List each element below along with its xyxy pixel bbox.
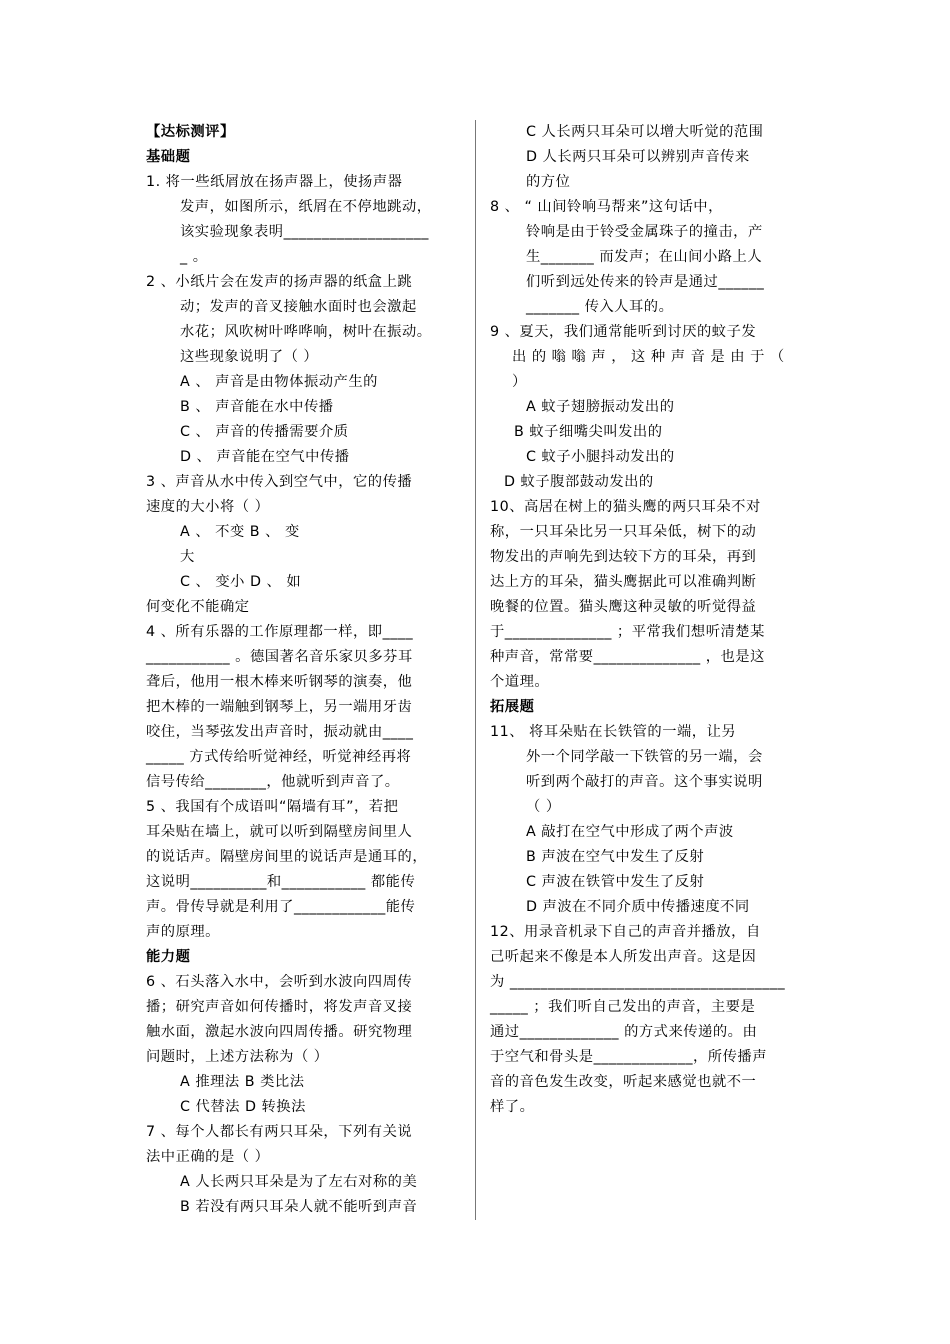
text-line: 12、用录音机录下自己的声音并播放，自 — [490, 924, 761, 940]
text-line: 问题时，上述方法称为（ ） — [146, 1049, 329, 1065]
text-line: 速度的大小将（ ） — [146, 499, 270, 515]
text-line: 播；研究声音如何传播时，将发声音叉接 — [146, 999, 413, 1015]
text-line: 触水面，激起水波向四周传播。研究物理 — [146, 1024, 413, 1040]
text-line: 7 、每个人都长有两只耳朵，下列有关说 — [146, 1124, 413, 1140]
section-heading: 能力题 — [146, 949, 191, 965]
text-line: 样了。 — [490, 1099, 535, 1115]
text-line: _ 。 — [180, 249, 208, 265]
text-line: 听到两个敲打的声音。这个事实说明 — [526, 774, 763, 790]
text-line: 6 、石头落入水中，会听到水波向四周传 — [146, 974, 413, 990]
text-line: 耳朵贴在墙上，就可以听到隔壁房间里人 — [146, 824, 413, 840]
text-line: A 人长两只耳朵是为了左右对称的美 — [180, 1174, 418, 1190]
text-line: 称，一只耳朵比另一只耳朵低，树下的动 — [490, 524, 757, 540]
text-line: 3 、声音从水中传入到空气中，它的传播 — [146, 474, 413, 490]
text-line: 己听起来不像是本人所发出声音。这是因 — [490, 949, 757, 965]
text-line: 这些现象说明了（ ） — [180, 349, 319, 365]
text-line: 9 、夏天，我们通常能听到讨厌的蚊子发 — [490, 324, 757, 340]
text-line: B 声波在空气中发生了反射 — [526, 849, 705, 865]
text-line: 通过_____________ 的方式来传递的。由 — [490, 1024, 758, 1040]
text-line: B 蚊子细嘴尖叫发出的 — [514, 424, 663, 440]
text-line: 10、高居在树上的猫头鹰的两只耳朵不对 — [490, 499, 761, 515]
text-line: A 、 不变 B 、 变 — [180, 524, 300, 540]
text-line: 于空气和骨头是_____________，所传播声 — [490, 1049, 767, 1065]
text-line: 咬住，当琴弦发出声音时，振动就由____ — [146, 724, 414, 740]
text-line: 晚餐的位置。猫头鹰这种灵敏的听觉得益 — [490, 599, 757, 615]
text-line: 大 — [180, 549, 195, 565]
text-line: 这说明__________和___________ 都能传 — [146, 874, 416, 890]
text-line: 种声音，常常要______________ ，也是这 — [490, 649, 765, 665]
text-line: 5 、我国有个成语叫“隔墙有耳”，若把 — [146, 799, 399, 815]
right-column — [490, 120, 812, 1120]
text-line: B 、 声音能在水中传播 — [180, 399, 334, 415]
text-line: D 人长两只耳朵可以辨别声音传来 — [526, 149, 750, 165]
text-line: _____ ；我们听自己发出的声音，主要是 — [490, 999, 756, 1015]
text-line: 声的原理。 — [146, 924, 220, 940]
text-line: A 敲打在空气中形成了两个声波 — [526, 824, 734, 840]
text-line: C 蚊子小腿抖动发出的 — [526, 449, 675, 465]
text-line: 聋后，他用一根木棒来听钢琴的演奏，他 — [146, 674, 413, 690]
text-line: B 若没有两只耳朵人就不能听到声音 — [180, 1199, 418, 1215]
text-line: 发声，如图所示，纸屑在不停地跳动， — [180, 199, 432, 215]
text-line: 动；发声的音叉接触水面时也会激起 — [180, 299, 417, 315]
text-line: _______ 传入人耳的。 — [526, 299, 674, 315]
text-line: C 、 声音的传播需要介质 — [180, 424, 349, 440]
text-line: D 、 声音能在空气中传播 — [180, 449, 350, 465]
text-line: 出 的 嗡 嗡 声 ， 这 种 声 音 是 由 于 （ — [512, 349, 785, 365]
text-line: 为 ____________________________________ — [490, 974, 786, 990]
text-line: 达上方的耳朵，猫头鹰据此可以准确判断 — [490, 574, 757, 590]
text-line: D 声波在不同介质中传播速度不同 — [526, 899, 750, 915]
text-line: 该实验现象表明___________________ — [180, 224, 429, 240]
text-line: 于______________ ；平常我们想听清楚某 — [490, 624, 765, 640]
text-line: D 蚊子腹部鼓动发出的 — [504, 474, 654, 490]
text-line: 11、 将耳朵贴在长铁管的一端，让另 — [490, 724, 737, 740]
text-line: 音的音色发生改变，听起来感觉也就不一 — [490, 1074, 757, 1090]
text-line: ） — [512, 374, 527, 390]
text-line: A 蚊子翅膀振动发出的 — [526, 399, 675, 415]
text-line: （ ） — [526, 799, 561, 815]
text-line: A 推理法 B 类比法 — [180, 1074, 305, 1090]
text-line: C 声波在铁管中发生了反射 — [526, 874, 705, 890]
column-divider — [475, 120, 476, 1220]
text-line: 何变化不能确定 — [146, 599, 250, 615]
text-line: 1. 将一些纸屑放在扬声器上，使扬声器 — [146, 174, 403, 190]
text-line: 8 、 “ 山间铃响马帮来”这句话中， — [490, 199, 723, 215]
text-line: 4 、所有乐器的工作原理都一样，即____ — [146, 624, 414, 640]
text-line: 法中正确的是（ ） — [146, 1149, 270, 1165]
text-line: 的方位 — [526, 174, 571, 190]
section-heading: 基础题 — [146, 149, 191, 165]
text-line: 声。骨传导就是利用了____________能传 — [146, 899, 416, 915]
text-line: C 代替法 D 转换法 — [180, 1099, 306, 1115]
left-column — [146, 120, 466, 1220]
text-line: C 人长两只耳朵可以增大听觉的范围 — [526, 124, 764, 140]
text-line: 信号传给________，他就听到声音了。 — [146, 774, 400, 790]
text-line: C 、 变小 D 、 如 — [180, 574, 302, 590]
text-line: 个道理。 — [490, 674, 550, 690]
text-line: 水花；风吹树叶哗哗响，树叶在振动。 — [180, 324, 432, 340]
text-line: A 、 声音是由物体振动产生的 — [180, 374, 378, 390]
text-line: 物发出的声响先到达较下方的耳朵，再到 — [490, 549, 757, 565]
text-line: 的说话声。隔壁房间里的说话声是通耳的， — [146, 849, 428, 865]
text-line: _____ 方式传给听觉神经，听觉神经再将 — [146, 749, 412, 765]
text-line: 2 、小纸片会在发声的扬声器的纸盒上跳 — [146, 274, 413, 290]
section-heading: 【达标测评】 — [146, 124, 235, 140]
text-line: 铃响是由于铃受金属珠子的撞击，产 — [526, 224, 763, 240]
text-line: ___________ 。德国著名音乐家贝多芬耳 — [146, 649, 413, 665]
section-heading: 拓展题 — [490, 699, 535, 715]
text-line: 生_______ 而发声；在山间小路上人 — [526, 249, 763, 265]
text-line: 们听到远处传来的铃声是通过______ — [526, 274, 765, 290]
text-line: 外一个同学敲一下铁管的另一端，会 — [526, 749, 763, 765]
text-line: 把木棒的一端触到钢琴上，另一端用牙齿 — [146, 699, 413, 715]
